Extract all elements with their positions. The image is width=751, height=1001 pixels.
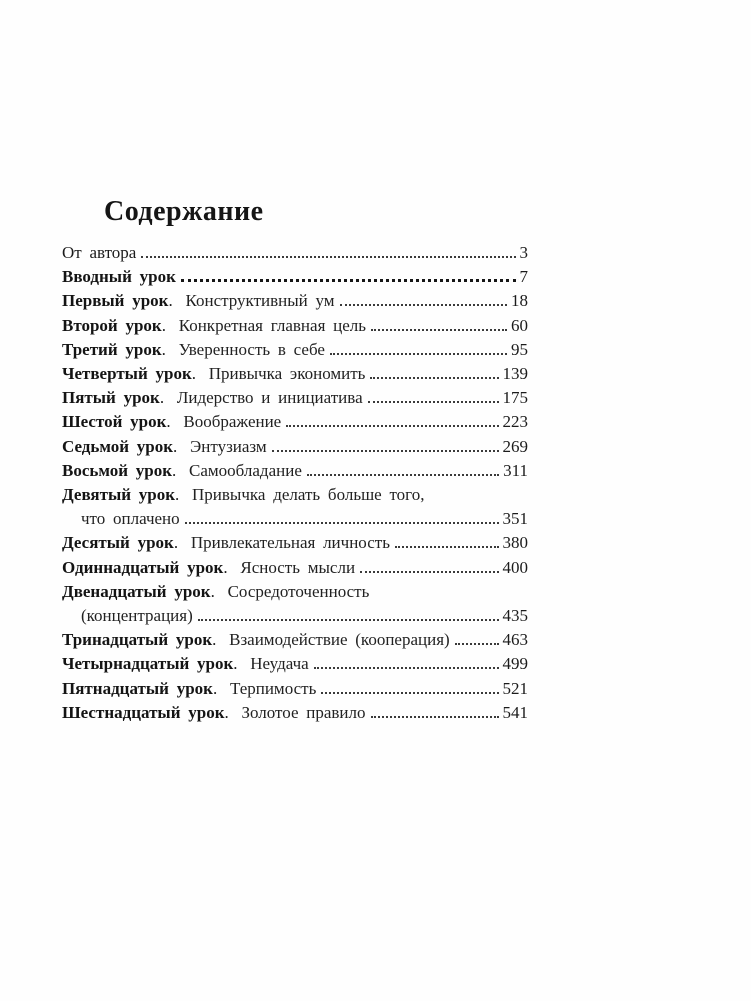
toc-entry-line [62,289,528,313]
toc-entry-line [62,386,528,410]
entry-label: Десятый урок [62,533,174,553]
dot-leader [141,256,515,258]
entry-separator: . [161,339,174,359]
entry-separator: . [166,412,179,432]
toc-entry [62,677,528,701]
dot-leader [198,619,499,621]
entry-label: Двенадцатый урок [62,581,211,601]
dot-leader [307,474,499,476]
entry-label: Второй урок [62,315,162,335]
dot-leader [181,279,516,282]
dot-leader [340,304,507,306]
entry-label: От автора [62,243,137,262]
entry-separator: . [210,581,223,601]
dot-leader [371,716,499,718]
dot-leader [371,329,507,331]
entry-description: Привлекательная личность [190,533,390,553]
dot-leader [314,667,499,669]
toc-entry [62,628,528,652]
entry-page-number: 3 [519,243,528,262]
toc-entry [62,265,528,289]
entry-description: Конкретная главная цель [178,315,367,335]
entry-continuation-text: что оплачено [81,509,180,529]
entry-page-number: 380 [502,533,528,553]
toc-entry-line [62,362,528,386]
dot-leader [272,450,499,452]
entry-page-number: 175 [502,388,528,408]
entry-description: Привычка экономить [208,364,366,384]
entry-page-number: 139 [502,364,528,384]
entry-description: Взаимодействие (кооперация) [229,630,450,650]
entry-label: Тринадцатый урок [62,630,213,650]
entry-page-number: 400 [502,557,528,577]
toc-entry [62,556,528,580]
toc-entry-continuation-line [62,507,528,531]
dot-leader [286,425,498,427]
entry-label: Восьмой урок [62,460,173,480]
toc-entry-line [62,701,528,725]
toc-entry-line [62,580,528,604]
toc-entry-continuation-line [62,604,528,628]
entry-page-number: 541 [502,702,528,722]
toc-list [62,241,528,725]
toc-entry [62,241,528,265]
entry-page-number: 499 [502,654,528,674]
entry-description: Воображение [183,412,282,432]
entry-label: Вводный урок [62,267,176,287]
entry-description: Лидерство и инициатива [176,388,363,408]
entry-page-number: 463 [502,630,528,650]
toc-entry-line [62,483,528,507]
entry-description: Уверенность в себе [178,339,325,359]
toc-entry [62,459,528,483]
entry-label: Пятый урок [62,388,160,408]
entry-separator: . [233,654,246,674]
entry-separator: . [223,557,236,577]
toc-entry [62,580,528,628]
entry-description: Привычка делать больше того, [192,485,425,505]
toc-entry-line [62,410,528,434]
dot-leader [395,546,499,548]
entry-description: Самообладание [189,460,302,480]
entry-separator: . [161,315,174,335]
entry-label: Четвертый урок [62,364,192,384]
toc-entry-line [62,435,528,459]
dot-leader [370,377,498,379]
entry-separator: . [224,702,237,722]
entry-label: Первый урок [62,291,169,311]
entry-page-number: 311 [503,460,528,480]
entry-label: Шестнадцатый урок [62,702,225,722]
toc-entry [62,701,528,725]
entry-label: Шестой урок [62,412,167,432]
toc-entry [62,314,528,338]
entry-label: Седьмой урок [62,436,174,456]
entry-page-number: 351 [502,509,528,529]
toc-entry-line [62,314,528,338]
entry-label: Девятый урок [62,485,176,505]
entry-separator: . [173,436,186,456]
entry-description: Ясность мысли [240,557,356,577]
entry-label: Третий урок [62,339,162,359]
entry-page-number: 60 [511,315,528,335]
dot-leader [185,522,499,524]
toc-entry [62,531,528,555]
dot-leader [330,353,507,355]
toc-entry-line [62,338,528,362]
toc-entry [62,386,528,410]
entry-page-number: 95 [511,339,528,359]
entry-page-number: 223 [502,412,528,432]
entry-page-number: 435 [502,606,528,626]
entry-description: Энтузиазм [190,436,267,456]
entry-page-number: 269 [502,436,528,456]
entry-page-number: 18 [511,291,528,311]
toc-entry-line [62,531,528,555]
entry-separator: . [172,460,185,480]
entry-page-number: 521 [502,678,528,698]
toc-entry [62,652,528,676]
toc-entry [62,362,528,386]
toc-entry [62,338,528,362]
toc-entry-line [62,652,528,676]
toc-entry-line [62,265,528,289]
entry-separator: . [159,388,172,408]
toc-entry-line [62,241,528,265]
toc-entry-line [62,628,528,652]
entry-separator: . [212,678,225,698]
toc-entry [62,483,528,531]
toc-entry [62,410,528,434]
entry-separator: . [191,364,204,384]
entry-separator: . [168,291,181,311]
toc-entry-line [62,677,528,701]
toc-entry [62,289,528,313]
toc-entry-line [62,556,528,580]
toc-entry [62,435,528,459]
entry-description: Золотое правило [241,702,366,722]
entry-separator: . [173,533,186,553]
dot-leader [360,571,498,573]
entry-separator: . [175,485,188,505]
entry-page-number: 7 [519,267,528,287]
dot-leader [321,692,498,694]
dot-leader [368,401,499,403]
toc-entry-line [62,459,528,483]
entry-label: Одиннадцатый урок [62,557,224,577]
entry-label: Пятнадцатый урок [62,678,213,698]
entry-separator: . [212,630,225,650]
entry-description: Сосредоточенность [227,581,370,601]
dot-leader [455,643,499,645]
entry-description: Неудача [250,654,309,674]
entry-continuation-text: (концентрация) [81,606,193,626]
entry-description: Терпимость [229,678,317,698]
entry-label: Четырнадцатый урок [62,654,234,674]
page-title: Содержание [104,196,264,227]
entry-description: Конструктивный ум [185,291,335,311]
